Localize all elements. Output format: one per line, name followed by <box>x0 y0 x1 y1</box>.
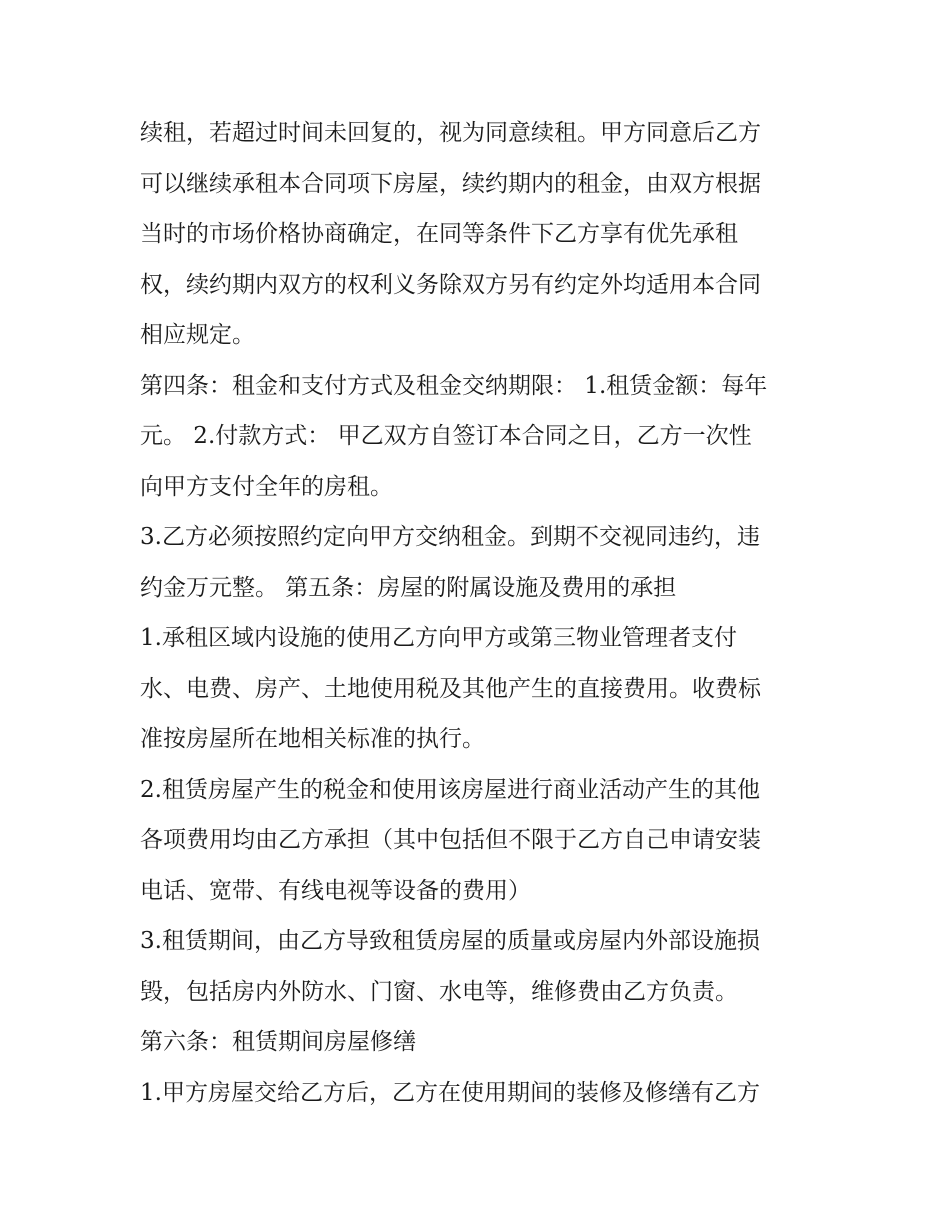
text-line: 续租，若超过时间未回复的，视为同意续租。甲方同意后乙方 <box>140 120 761 146</box>
text-line: 相应规定。 <box>140 322 255 348</box>
text-line: 各项费用均由乙方承担（其中包括但不限于乙方自己申请安装 <box>140 827 761 853</box>
article-4-heading-line: 第四条：租金和支付方式及租金交纳期限： 1.租赁金额：每年 <box>140 372 768 399</box>
text-line: 可以继续承租本合同项下房屋，续约期内的租金，由双方根据 <box>140 170 761 197</box>
text-line: 1.承租区域内设施的使用乙方向甲方或第三物业管理者支付 <box>140 625 737 651</box>
article-5-heading-line: 约金万元整。 第五条：房屋的附属设施及费用的承担 <box>140 574 677 601</box>
text-line: 1.甲方房屋交给乙方后，乙方在使用期间的装修及修缮有乙方 <box>140 1079 760 1106</box>
text-line: 电话、宽带、有线电视等设备的费用） <box>140 877 531 904</box>
text-line: 水、电费、房产、土地使用税及其他产生的直接费用。收费标 <box>140 675 761 702</box>
text-line: 元。 2.付款方式： 甲乙双方自签订本合同之日，乙方一次性 <box>140 423 752 449</box>
article-6-heading: 第六条：租赁期间房屋修缮 <box>140 1029 416 1055</box>
contract-text-body <box>140 108 820 1118</box>
text-line: 准按房屋所在地相关标准的执行。 <box>140 726 485 752</box>
text-line: 2.租赁房屋产生的税金和使用该房屋进行商业活动产生的其他 <box>140 776 760 803</box>
text-line: 毁，包括房内外防水、门窗、水电等，维修费由乙方负责。 <box>140 978 738 1005</box>
text-line: 3.乙方必须按照约定向甲方交纳租金。到期不交视同违约，违 <box>140 524 760 550</box>
text-line: 权，续约期内双方的权利义务除双方另有约定外均适用本合同 <box>140 271 761 298</box>
text-line: 向甲方支付全年的房租。 <box>140 473 393 500</box>
text-line: 3.租赁期间，由乙方导致租赁房屋的质量或房屋内外部设施损 <box>140 928 760 954</box>
text-line: 当时的市场价格协商确定，在同等条件下乙方享有优先承租 <box>140 221 738 247</box>
